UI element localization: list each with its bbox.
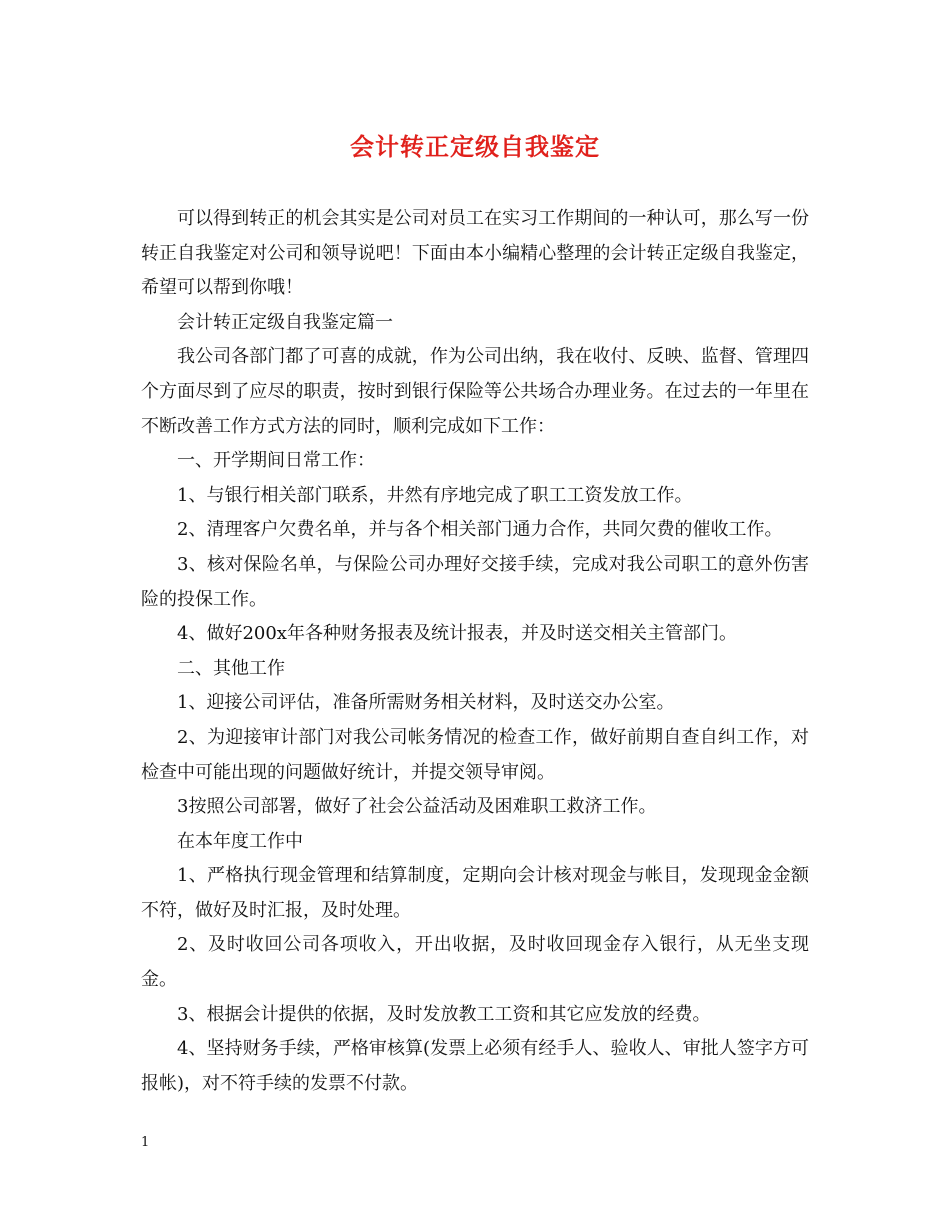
- paragraph-intro: 可以得到转正的机会其实是公司对员工在实习工作期间的一种认可，那么写一份转正自我鉴定对公司和领导说吧！下面由本小编精心整理的会计转正定级自我鉴定，希望可以帮到你哦！: [141, 208, 809, 299]
- paragraph-part-one-heading: 一、开学期间日常工作：: [177, 450, 375, 472]
- paragraph-item: 4、做好200x年各种财务报表及统计报表，并及时送交相关主管部门。: [177, 623, 737, 645]
- paragraph-section-heading: 会计转正定级自我鉴定篇一: [177, 311, 393, 333]
- paragraph-item: 3、根据会计提供的依据，及时发放教工工资和其它应发放的经费。: [177, 1003, 711, 1025]
- paragraph-item: 1、与银行相关部门联系，井然有序地完成了职工工资发放工作。: [177, 484, 693, 506]
- paragraph-part-two-heading: 二、其他工作: [177, 657, 285, 679]
- document-title: 会计转正定级自我鉴定: [350, 132, 600, 161]
- page-number: 1: [141, 1135, 150, 1150]
- paragraph-year-heading: 在本年度工作中: [177, 830, 303, 852]
- paragraph-item: 1、严格执行现金管理和结算制度，定期向会计核对现金与帐目，发现现金金额不符，做好及时汇报，及时处理。: [141, 865, 809, 921]
- paragraph-item: 3按照公司部署，做好了社会公益活动及困难职工救济工作。: [177, 796, 657, 818]
- paragraph-item: 2、及时收回公司各项收入，开出收据，及时收回现金存入银行，从无坐支现金。: [141, 934, 809, 991]
- document-body: [141, 202, 809, 1101]
- paragraph-item: 1、迎接公司评估，准备所需财务相关材料，及时送交办公室。: [177, 692, 675, 714]
- paragraph-item: 3、核对保险名单，与保险公司办理好交接手续，完成对我公司职工的意外伤害险的投保工作。: [141, 553, 809, 610]
- paragraph-overview: 我公司各部门都了可喜的成就，作为公司出纳，我在收付、反映、监督、管理四个方面尽到了应尽的职责，按时到银行保险等公共场合办理业务。在过去的一年里在不断改善工作方式方法的同时，顺利完成如下工作：: [141, 346, 809, 437]
- paragraph-item: 2、为迎接审计部门对我公司帐务情况的检查工作，做好前期自查自纠工作，对检查中可能出现的问题做好统计，并提交领导审阅。: [141, 726, 809, 783]
- paragraph-item: 2、清理客户欠费名单，并与各个相关部门通力合作，共同欠费的催收工作。: [177, 519, 783, 541]
- paragraph-item: 4、坚持财务手续，严格审核算(发票上必须有经手人、验收人、审批人签字方可报帐)，对不符手续的发票不付款。: [141, 1038, 809, 1094]
